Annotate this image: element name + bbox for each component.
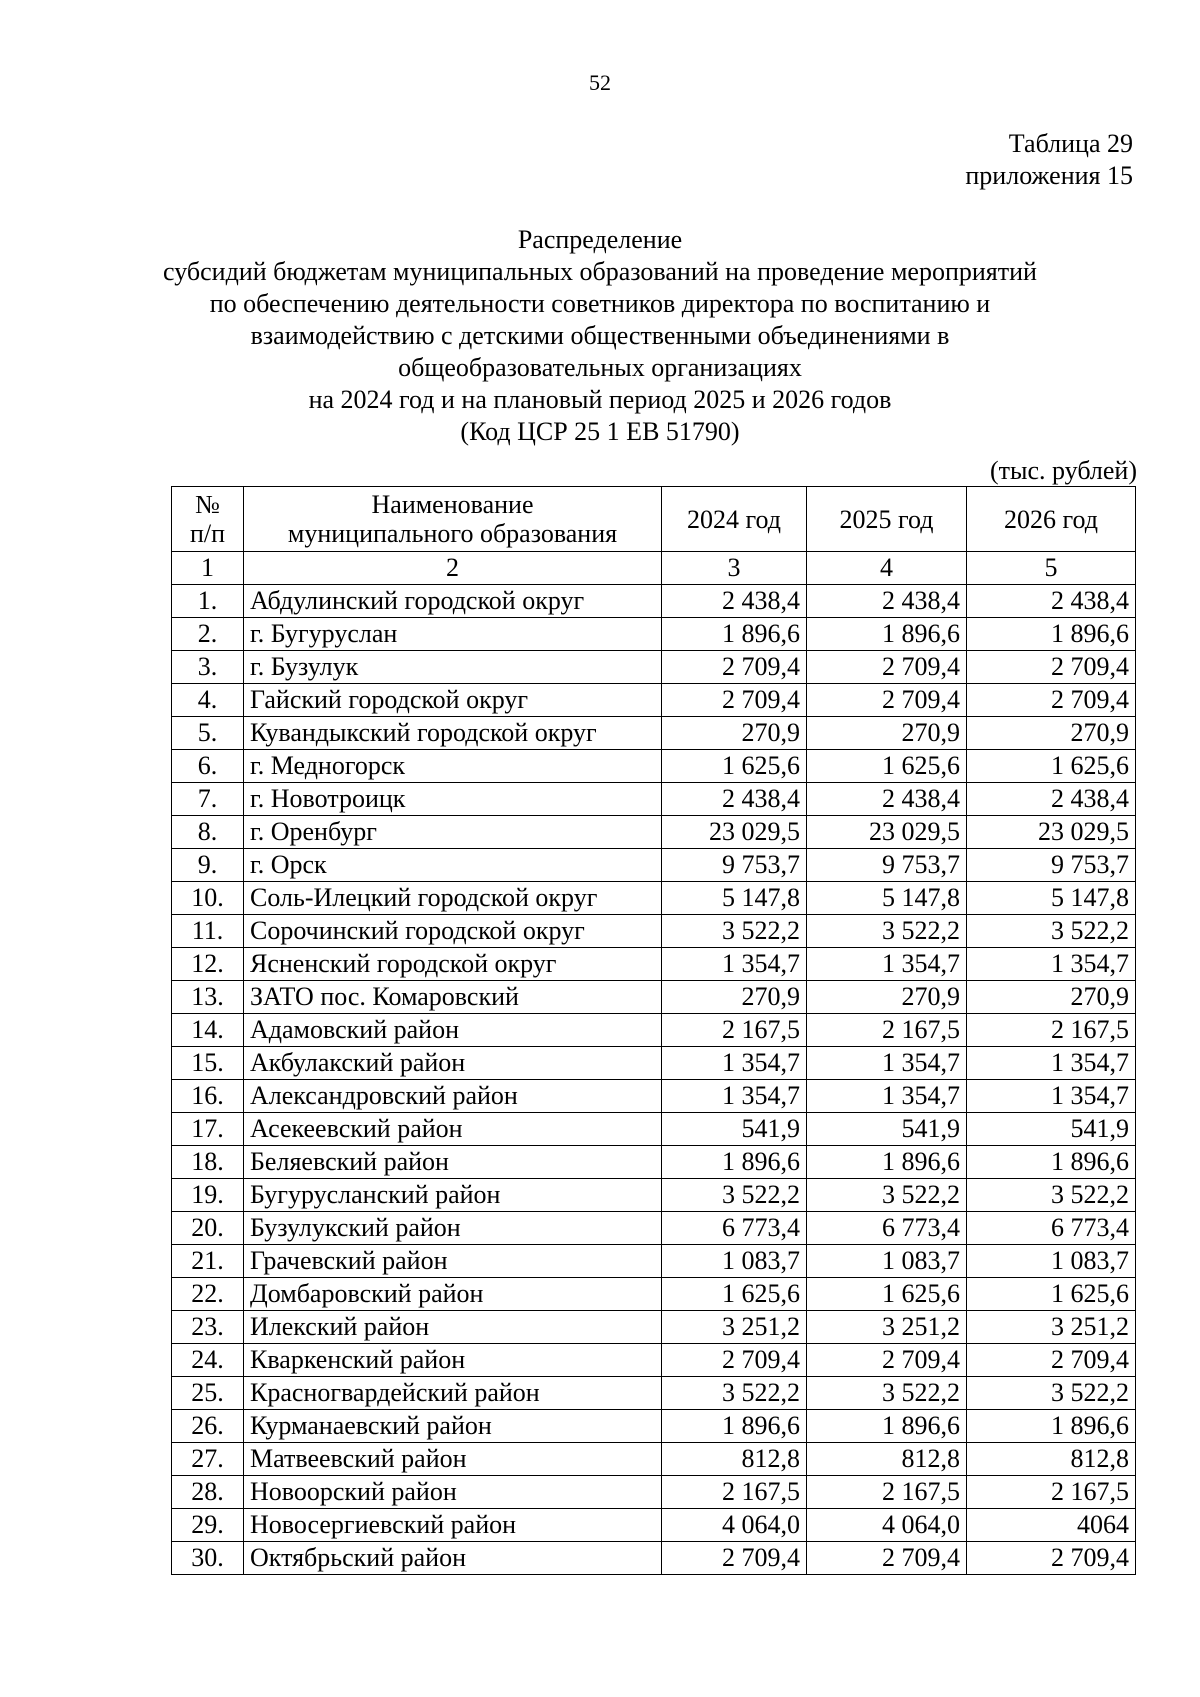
table-row — [172, 1014, 1136, 1047]
table-row — [172, 1344, 1136, 1377]
row-number: 13. — [172, 981, 244, 1014]
row-number: 22. — [172, 1278, 244, 1311]
municipality-name: Абдулинский городской округ — [244, 585, 662, 618]
table-row — [172, 618, 1136, 651]
value-2024: 23 029,5 — [662, 816, 807, 849]
municipality-name: Гайский городской округ — [244, 684, 662, 717]
municipality-name: г. Медногорск — [244, 750, 662, 783]
value-2025: 5 147,8 — [807, 882, 967, 915]
municipality-name: г. Бузулук — [244, 651, 662, 684]
table-row — [172, 1410, 1136, 1443]
value-2025: 1 354,7 — [807, 1047, 967, 1080]
value-2026: 3 251,2 — [967, 1311, 1136, 1344]
value-2024: 2 709,4 — [662, 651, 807, 684]
header-2026: 2026 год — [967, 487, 1136, 552]
column-index: 4 — [807, 552, 967, 585]
row-number: 20. — [172, 1212, 244, 1245]
value-2024: 4 064,0 — [662, 1509, 807, 1542]
row-number: 12. — [172, 948, 244, 981]
value-2026: 2 709,4 — [967, 684, 1136, 717]
value-2026: 23 029,5 — [967, 816, 1136, 849]
value-2024: 2 438,4 — [662, 585, 807, 618]
table-row — [172, 1542, 1136, 1575]
municipality-name: Асекеевский район — [244, 1113, 662, 1146]
value-2026: 1 354,7 — [967, 1080, 1136, 1113]
value-2026: 1 625,6 — [967, 750, 1136, 783]
table-row — [172, 750, 1136, 783]
value-2024: 5 147,8 — [662, 882, 807, 915]
value-2024: 1 354,7 — [662, 1047, 807, 1080]
value-2026: 541,9 — [967, 1113, 1136, 1146]
value-2024: 3 522,2 — [662, 1377, 807, 1410]
row-number: 7. — [172, 783, 244, 816]
table-row — [172, 717, 1136, 750]
table-reference-line: приложения 15 — [965, 161, 1133, 190]
value-2026: 9 753,7 — [967, 849, 1136, 882]
value-2026: 1 354,7 — [967, 1047, 1136, 1080]
value-2026: 2 709,4 — [967, 1542, 1136, 1575]
column-index: 2 — [244, 552, 662, 585]
value-2025: 9 753,7 — [807, 849, 967, 882]
value-2025: 2 438,4 — [807, 585, 967, 618]
value-2026: 2 709,4 — [967, 651, 1136, 684]
value-2024: 2 709,4 — [662, 1542, 807, 1575]
value-2024: 2 709,4 — [662, 1344, 807, 1377]
value-2024: 2 167,5 — [662, 1476, 807, 1509]
value-2025: 3 522,2 — [807, 1179, 967, 1212]
municipality-name: Беляевский район — [244, 1146, 662, 1179]
municipality-name: Соль-Илецкий городской округ — [244, 882, 662, 915]
value-2024: 1 354,7 — [662, 948, 807, 981]
row-number: 5. — [172, 717, 244, 750]
title-line: субсидий бюджетам муниципальных образований на проведение мероприятий — [163, 257, 1037, 286]
value-2024: 3 522,2 — [662, 915, 807, 948]
value-2025: 3 522,2 — [807, 1377, 967, 1410]
value-2026: 3 522,2 — [967, 1179, 1136, 1212]
row-number: 16. — [172, 1080, 244, 1113]
value-2024: 1 083,7 — [662, 1245, 807, 1278]
row-number: 29. — [172, 1509, 244, 1542]
value-2025: 1 896,6 — [807, 1410, 967, 1443]
row-number: 15. — [172, 1047, 244, 1080]
title-line: по обеспечению деятельности советников директора по воспитанию и — [209, 289, 991, 318]
table-row — [172, 1377, 1136, 1410]
value-2024: 2 438,4 — [662, 783, 807, 816]
municipality-name: Бузулукский район — [244, 1212, 662, 1245]
municipality-name: Илекский район — [244, 1311, 662, 1344]
table-row — [172, 1443, 1136, 1476]
row-number: 30. — [172, 1542, 244, 1575]
value-2025: 270,9 — [807, 717, 967, 750]
value-2024: 6 773,4 — [662, 1212, 807, 1245]
table-body — [172, 585, 1136, 1575]
row-number: 10. — [172, 882, 244, 915]
value-2026: 1 896,6 — [967, 618, 1136, 651]
table-row — [172, 1146, 1136, 1179]
value-2025: 2 709,4 — [807, 684, 967, 717]
table-row — [172, 1311, 1136, 1344]
row-number: 27. — [172, 1443, 244, 1476]
title-line: взаимодействию с детскими общественными объединениями в — [250, 321, 950, 350]
value-2025: 2 709,4 — [807, 1542, 967, 1575]
value-2024: 1 625,6 — [662, 750, 807, 783]
table-row — [172, 948, 1136, 981]
value-2025: 1 354,7 — [807, 1080, 967, 1113]
table-row — [172, 915, 1136, 948]
title-line: общеобразовательных организациях — [398, 353, 802, 382]
municipality-name: Кувандыкский городской округ — [244, 717, 662, 750]
row-number: 6. — [172, 750, 244, 783]
value-2026: 812,8 — [967, 1443, 1136, 1476]
value-2026: 2 167,5 — [967, 1014, 1136, 1047]
value-2026: 2 709,4 — [967, 1344, 1136, 1377]
value-2026: 6 773,4 — [967, 1212, 1136, 1245]
value-2025: 23 029,5 — [807, 816, 967, 849]
value-2026: 2 438,4 — [967, 585, 1136, 618]
value-2025: 270,9 — [807, 981, 967, 1014]
value-2024: 2 709,4 — [662, 684, 807, 717]
value-2025: 2 709,4 — [807, 1344, 967, 1377]
municipality-name: Домбаровский район — [244, 1278, 662, 1311]
header-2024: 2024 год — [662, 487, 807, 552]
municipality-name: ЗАТО пос. Комаровский — [244, 981, 662, 1014]
row-number: 18. — [172, 1146, 244, 1179]
units-label: (тыс. рублей) — [989, 456, 1137, 485]
table-row — [172, 684, 1136, 717]
row-number: 25. — [172, 1377, 244, 1410]
title-line: на 2024 год и на плановый период 2025 и 2026 годов — [308, 385, 892, 414]
table-header-row — [172, 487, 1136, 552]
row-number: 19. — [172, 1179, 244, 1212]
value-2025: 2 438,4 — [807, 783, 967, 816]
value-2024: 1 625,6 — [662, 1278, 807, 1311]
municipality-name: Ясненский городской округ — [244, 948, 662, 981]
table-row — [172, 1113, 1136, 1146]
municipality-name: Новоорский район — [244, 1476, 662, 1509]
value-2025: 1 625,6 — [807, 750, 967, 783]
header-2025: 2025 год — [807, 487, 967, 552]
municipality-name: Адамовский район — [244, 1014, 662, 1047]
table-row — [172, 1047, 1136, 1080]
value-2024: 541,9 — [662, 1113, 807, 1146]
value-2026: 1 896,6 — [967, 1146, 1136, 1179]
value-2025: 1 354,7 — [807, 948, 967, 981]
value-2026: 3 522,2 — [967, 915, 1136, 948]
municipality-name: Сорочинский городской округ — [244, 915, 662, 948]
value-2024: 3 251,2 — [662, 1311, 807, 1344]
row-number: 26. — [172, 1410, 244, 1443]
value-2025: 6 773,4 — [807, 1212, 967, 1245]
municipality-name: Грачевский район — [244, 1245, 662, 1278]
title-heading: Распределение — [517, 225, 683, 254]
value-2024: 2 167,5 — [662, 1014, 807, 1047]
row-number: 1. — [172, 585, 244, 618]
value-2025: 2 167,5 — [807, 1476, 967, 1509]
value-2025: 1 896,6 — [807, 1146, 967, 1179]
header-num: № п/п — [172, 487, 244, 552]
row-number: 17. — [172, 1113, 244, 1146]
title-line: (Код ЦСР 25 1 ЕВ 51790) — [460, 417, 740, 446]
value-2026: 3 522,2 — [967, 1377, 1136, 1410]
column-index: 3 — [662, 552, 807, 585]
value-2024: 1 896,6 — [662, 1410, 807, 1443]
row-number: 9. — [172, 849, 244, 882]
row-number: 23. — [172, 1311, 244, 1344]
municipality-name: Матвеевский район — [244, 1443, 662, 1476]
table-row — [172, 783, 1136, 816]
value-2024: 1 354,7 — [662, 1080, 807, 1113]
value-2026: 1 896,6 — [967, 1410, 1136, 1443]
municipality-name: г. Оренбург — [244, 816, 662, 849]
municipality-name: Бугурусланский район — [244, 1179, 662, 1212]
municipality-name: г. Орск — [244, 849, 662, 882]
value-2026: 1 625,6 — [967, 1278, 1136, 1311]
value-2026: 270,9 — [967, 981, 1136, 1014]
value-2025: 3 251,2 — [807, 1311, 967, 1344]
municipality-name: Новосергиевский район — [244, 1509, 662, 1542]
table-row — [172, 1212, 1136, 1245]
value-2024: 9 753,7 — [662, 849, 807, 882]
value-2025: 1 083,7 — [807, 1245, 967, 1278]
subsidy-table — [171, 486, 1136, 1575]
row-number: 28. — [172, 1476, 244, 1509]
value-2024: 1 896,6 — [662, 1146, 807, 1179]
municipality-name: Курманаевский район — [244, 1410, 662, 1443]
table-row — [172, 1278, 1136, 1311]
municipality-name: г. Новотроицк — [244, 783, 662, 816]
table-row — [172, 1509, 1136, 1542]
value-2024: 3 522,2 — [662, 1179, 807, 1212]
value-2025: 2 167,5 — [807, 1014, 967, 1047]
municipality-name: Октябрьский район — [244, 1542, 662, 1575]
municipality-name: Александровский район — [244, 1080, 662, 1113]
value-2025: 4 064,0 — [807, 1509, 967, 1542]
row-number: 2. — [172, 618, 244, 651]
municipality-name: г. Бугуруслан — [244, 618, 662, 651]
page-number: 52 — [589, 70, 611, 95]
municipality-name: Красногвардейский район — [244, 1377, 662, 1410]
row-number: 24. — [172, 1344, 244, 1377]
table-row — [172, 981, 1136, 1014]
table-row — [172, 1080, 1136, 1113]
value-2026: 4064 — [967, 1509, 1136, 1542]
table-reference — [965, 128, 1133, 192]
row-number: 11. — [172, 915, 244, 948]
table-row — [172, 1476, 1136, 1509]
table-row — [172, 651, 1136, 684]
column-index: 1 — [172, 552, 244, 585]
row-number: 8. — [172, 816, 244, 849]
value-2025: 2 709,4 — [807, 651, 967, 684]
value-2024: 270,9 — [662, 981, 807, 1014]
row-number: 4. — [172, 684, 244, 717]
value-2025: 1 625,6 — [807, 1278, 967, 1311]
table-row — [172, 1245, 1136, 1278]
value-2026: 5 147,8 — [967, 882, 1136, 915]
value-2024: 270,9 — [662, 717, 807, 750]
value-2026: 2 438,4 — [967, 783, 1136, 816]
value-2026: 2 167,5 — [967, 1476, 1136, 1509]
value-2026: 270,9 — [967, 717, 1136, 750]
table-row — [172, 816, 1136, 849]
municipality-name: Кваркенский район — [244, 1344, 662, 1377]
table-reference-line: Таблица 29 — [1008, 129, 1133, 158]
municipality-name: Акбулакский район — [244, 1047, 662, 1080]
row-number: 3. — [172, 651, 244, 684]
row-number: 21. — [172, 1245, 244, 1278]
table-row — [172, 849, 1136, 882]
value-2026: 1 083,7 — [967, 1245, 1136, 1278]
value-2026: 1 354,7 — [967, 948, 1136, 981]
row-number: 14. — [172, 1014, 244, 1047]
table-row — [172, 585, 1136, 618]
value-2025: 541,9 — [807, 1113, 967, 1146]
header-name: Наименование муниципального образования — [244, 487, 662, 552]
value-2025: 1 896,6 — [807, 618, 967, 651]
value-2025: 812,8 — [807, 1443, 967, 1476]
document-title — [100, 224, 1100, 448]
table-row — [172, 1179, 1136, 1212]
column-index: 5 — [967, 552, 1136, 585]
column-index-row — [172, 552, 1136, 585]
value-2025: 3 522,2 — [807, 915, 967, 948]
value-2024: 1 896,6 — [662, 618, 807, 651]
table-row — [172, 882, 1136, 915]
value-2024: 812,8 — [662, 1443, 807, 1476]
